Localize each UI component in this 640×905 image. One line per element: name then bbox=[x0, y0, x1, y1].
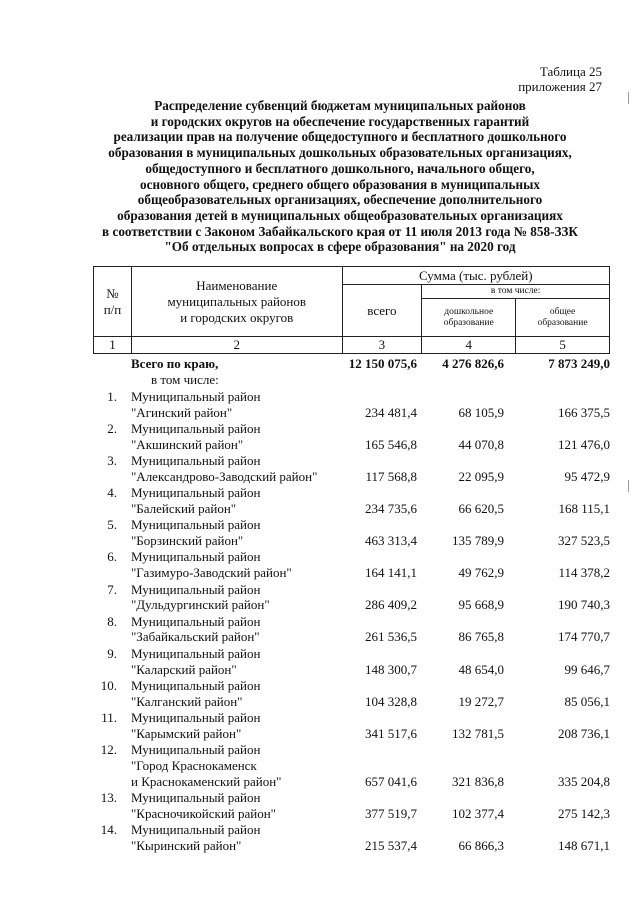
value-total: 104 328,8 bbox=[365, 693, 417, 709]
row-name-line: Муниципальный район bbox=[131, 645, 261, 661]
margin-mark bbox=[628, 480, 629, 492]
document-title bbox=[80, 98, 600, 255]
row-name bbox=[131, 614, 346, 646]
value-general: 148 671,1 bbox=[558, 837, 610, 853]
value-preschool: 86 765,8 bbox=[458, 629, 504, 645]
value-general: 335 204,8 bbox=[558, 773, 610, 789]
value-general: 208 736,1 bbox=[558, 725, 610, 741]
value-total: 117 568,8 bbox=[365, 468, 417, 484]
row-name-line: Муниципальный район bbox=[131, 822, 261, 838]
row-name-line: "Карымский район" bbox=[131, 725, 242, 741]
table-row bbox=[93, 790, 610, 822]
value-general: 166 375,5 bbox=[558, 404, 610, 420]
value-total: 657 041,6 bbox=[365, 773, 417, 789]
table-row bbox=[93, 614, 610, 646]
column-index: 1 bbox=[94, 337, 132, 354]
row-name-line: "Красночикойский район" bbox=[131, 805, 276, 821]
column-index: 4 bbox=[422, 337, 516, 354]
row-name-line: "Акшинский район" bbox=[131, 436, 244, 452]
row-name-line: Муниципальный район bbox=[131, 389, 261, 404]
value-general: 114 378,2 bbox=[558, 565, 610, 581]
title-line: и городских округов на обеспечение государственных гарантий bbox=[150, 113, 530, 129]
row-number: 10. bbox=[100, 677, 117, 693]
value-total: 165 546,8 bbox=[365, 436, 417, 452]
header-general: общее образование bbox=[516, 299, 610, 337]
header-total: всего bbox=[342, 285, 422, 337]
table-row bbox=[93, 421, 610, 453]
row-name-line: Муниципальный район bbox=[131, 517, 261, 533]
value-general: 121 476,0 bbox=[558, 436, 610, 452]
row-name-line: "Агинский район" bbox=[131, 404, 233, 420]
title-line: образования детей в муниципальных общеобразовательных организациях bbox=[117, 207, 563, 223]
row-name-line: "Дульдургинский район" bbox=[131, 597, 270, 613]
row-name-line: Муниципальный район bbox=[131, 421, 261, 437]
row-name bbox=[131, 822, 346, 854]
column-index: 2 bbox=[131, 337, 342, 354]
value-preschool: 132 781,5 bbox=[452, 725, 504, 741]
row-number: 12. bbox=[100, 742, 117, 758]
row-number: 2. bbox=[107, 421, 117, 437]
row-name-line: "Калганский район" bbox=[131, 693, 243, 709]
row-name bbox=[131, 678, 346, 710]
value-preschool: 68 105,9 bbox=[458, 404, 504, 420]
total-general: 7 873 249,0 bbox=[548, 356, 610, 371]
title-line: реализации прав на получение общедоступного и бесплатного дошкольного bbox=[113, 129, 567, 145]
row-name bbox=[131, 790, 346, 822]
title-line: в соответствии с Законом Забайкальского края от 11 июля 2013 года № 858-ЗЗК bbox=[102, 223, 578, 239]
row-name bbox=[131, 710, 346, 742]
row-number: 11. bbox=[101, 709, 117, 725]
value-total: 215 537,4 bbox=[365, 837, 417, 853]
value-total: 463 313,4 bbox=[365, 533, 417, 549]
row-name-line: Муниципальный район bbox=[131, 581, 261, 597]
appendix-number: приложения 27 bbox=[518, 79, 602, 94]
table-row bbox=[93, 742, 610, 790]
value-preschool: 66 866,3 bbox=[458, 837, 504, 853]
value-total: 234 481,4 bbox=[365, 404, 417, 420]
header-including: в том числе: bbox=[422, 285, 610, 299]
value-total: 377 519,7 bbox=[365, 805, 417, 821]
row-name-line: "Балейский район" bbox=[131, 501, 237, 517]
table-row bbox=[93, 517, 610, 549]
table-row bbox=[93, 582, 610, 614]
row-name-line: "Город Краснокаменск bbox=[131, 757, 257, 773]
row-name-line: Муниципальный район bbox=[131, 549, 261, 565]
table-number: Таблица 25 bbox=[539, 64, 602, 79]
row-number: 6. bbox=[107, 549, 117, 565]
row-name bbox=[131, 517, 346, 549]
header-name: Наименование муниципальных районов и городских округов bbox=[131, 267, 342, 337]
value-total: 148 300,7 bbox=[365, 661, 417, 677]
row-name bbox=[131, 453, 346, 485]
total-row bbox=[93, 356, 610, 389]
total-all: 12 150 075,6 bbox=[348, 356, 417, 371]
row-name-line: Муниципальный район bbox=[131, 453, 261, 469]
value-preschool: 19 272,7 bbox=[458, 693, 504, 709]
value-preschool: 22 095,9 bbox=[458, 468, 504, 484]
row-name-line: Муниципальный район bbox=[131, 709, 261, 725]
table-row bbox=[93, 710, 610, 742]
header-num: № п/п bbox=[94, 267, 132, 337]
value-preschool: 321 836,8 bbox=[452, 773, 504, 789]
row-number: 14. bbox=[100, 822, 117, 838]
row-number: 8. bbox=[107, 613, 117, 629]
title-line: основного общего, среднего общего образования в муниципальных bbox=[140, 176, 540, 192]
row-name bbox=[131, 582, 346, 614]
row-name-line: Муниципальный район bbox=[131, 789, 261, 805]
value-general: 327 523,5 bbox=[558, 533, 610, 549]
value-preschool: 48 654,0 bbox=[458, 661, 504, 677]
row-name bbox=[131, 646, 346, 678]
value-general: 174 770,7 bbox=[558, 629, 610, 645]
margin-mark bbox=[628, 92, 629, 104]
row-name-line: "Кыринский район" bbox=[131, 837, 242, 853]
value-general: 99 646,7 bbox=[564, 661, 610, 677]
row-name bbox=[131, 742, 346, 789]
row-name bbox=[131, 421, 346, 453]
value-total: 234 735,6 bbox=[365, 501, 417, 517]
total-label: Всего по краю, bbox=[131, 356, 219, 371]
column-index: 3 bbox=[342, 337, 422, 354]
row-number: 7. bbox=[107, 581, 117, 597]
title-line: общедоступного и бесплатного дошкольного, начального общего, bbox=[145, 160, 535, 176]
row-number: 13. bbox=[100, 789, 117, 805]
row-name bbox=[131, 389, 346, 421]
title-line: общеобразовательных организациях, обеспечение дополнительного bbox=[137, 192, 543, 208]
column-index: 5 bbox=[516, 337, 610, 354]
header-sum: Сумма (тыс. рублей) bbox=[342, 267, 610, 285]
row-number: 5. bbox=[107, 517, 117, 533]
row-name-line: Муниципальный район bbox=[131, 613, 261, 629]
row-name-line: "Газимуро-Заводский район" bbox=[131, 565, 292, 581]
row-name-line: "Забайкальский район" bbox=[131, 629, 260, 645]
value-general: 275 142,3 bbox=[558, 805, 610, 821]
value-general: 95 472,9 bbox=[564, 468, 610, 484]
value-general: 85 056,1 bbox=[564, 693, 610, 709]
row-name-line: и Краснокаменский район" bbox=[131, 773, 282, 789]
row-name-line: "Каларский район" bbox=[131, 661, 237, 677]
value-preschool: 49 762,9 bbox=[458, 565, 504, 581]
value-preschool: 135 789,9 bbox=[452, 533, 504, 549]
value-preschool: 95 668,9 bbox=[458, 597, 504, 613]
row-number: 3. bbox=[107, 453, 117, 469]
row-name bbox=[131, 549, 346, 581]
table-row bbox=[93, 678, 610, 710]
row-name-line: "Борзинский район" bbox=[131, 533, 244, 549]
value-total: 261 536,5 bbox=[365, 629, 417, 645]
value-total: 164 141,1 bbox=[365, 565, 417, 581]
row-name-line: Муниципальный район bbox=[131, 485, 261, 501]
title-line: Распределение субвенций бюджетам муниципальных районов bbox=[154, 98, 526, 113]
row-number: 9. bbox=[107, 645, 117, 661]
value-general: 168 115,1 bbox=[558, 501, 610, 517]
value-preschool: 66 620,5 bbox=[458, 501, 504, 517]
row-number: 1. bbox=[107, 389, 117, 404]
row-name-line: Муниципальный район bbox=[131, 742, 261, 758]
total-preschool: 4 276 826,6 bbox=[442, 356, 504, 371]
table-row bbox=[93, 549, 610, 581]
value-total: 341 517,6 bbox=[365, 725, 417, 741]
table-row bbox=[93, 822, 610, 854]
value-total: 286 409,2 bbox=[365, 597, 417, 613]
value-preschool: 44 070,8 bbox=[458, 436, 504, 452]
table-row bbox=[93, 485, 610, 517]
title-line: образования в муниципальных дошкольных образовательных организациях, bbox=[108, 145, 572, 161]
header-preschool: дошкольное образование bbox=[422, 299, 516, 337]
row-number: 4. bbox=[107, 485, 117, 501]
total-sub: в том числе: bbox=[151, 371, 219, 387]
table-row bbox=[93, 453, 610, 485]
row-name-line: "Александрово-Заводский район" bbox=[131, 468, 318, 484]
value-preschool: 102 377,4 bbox=[452, 805, 504, 821]
value-general: 190 740,3 bbox=[558, 597, 610, 613]
table-header bbox=[93, 266, 610, 354]
row-name-line: Муниципальный район bbox=[131, 677, 261, 693]
table-row bbox=[93, 389, 610, 421]
row-name bbox=[131, 485, 346, 517]
table-row bbox=[93, 646, 610, 678]
title-line: "Об отдельных вопросах в сфере образования" на 2020 год bbox=[164, 239, 516, 255]
table-body bbox=[93, 356, 610, 854]
table-reference bbox=[518, 64, 602, 94]
